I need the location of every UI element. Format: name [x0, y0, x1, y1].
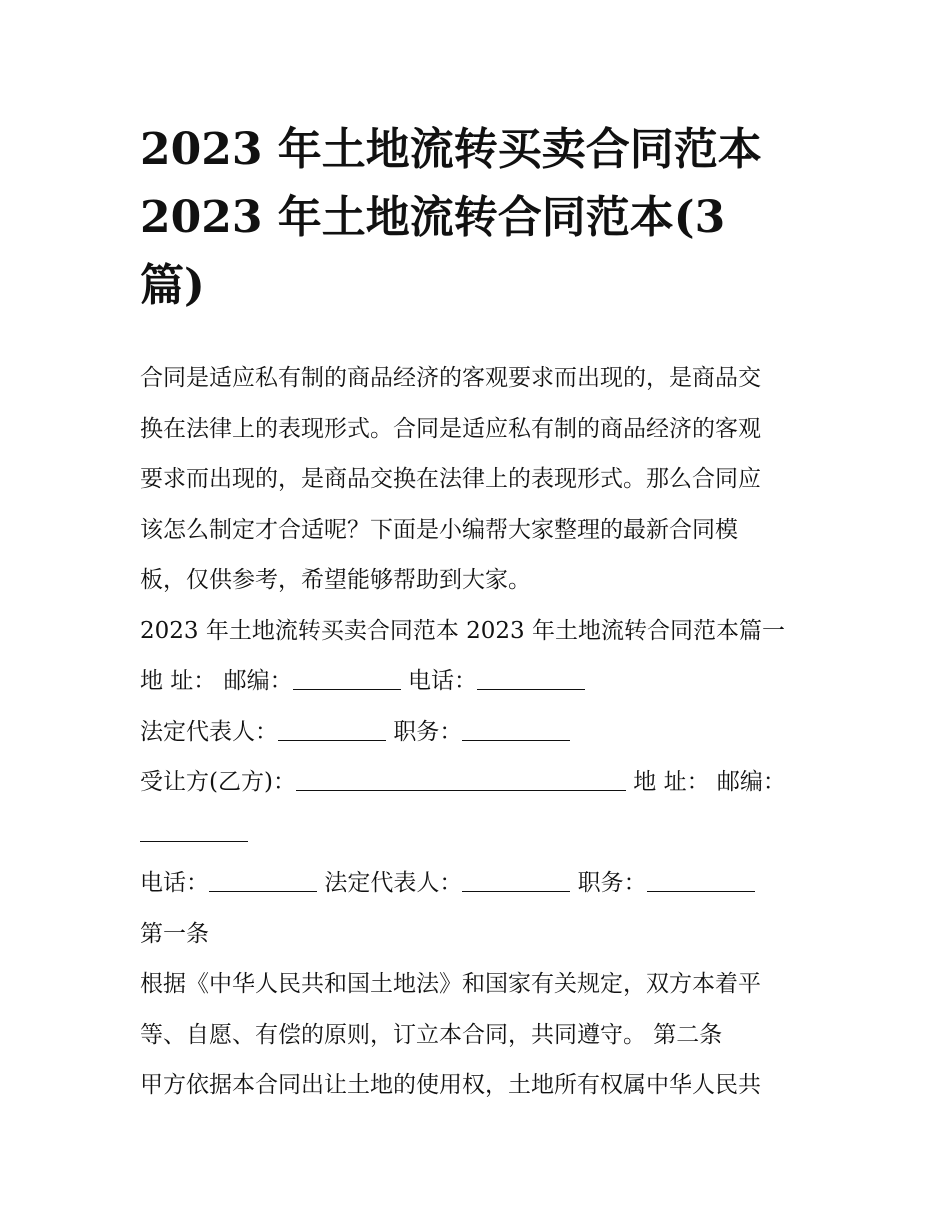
- transferee-phone-blank: [209, 861, 317, 892]
- section-heading: 2023 年土地流转买卖合同范本 2023 年土地流转合同范本篇一: [140, 617, 785, 644]
- phone-blank: [477, 659, 585, 690]
- transferee-position-label: 职务：: [577, 870, 647, 896]
- legal-rep-label: 法定代表人：: [140, 718, 278, 745]
- title-line-2: 2023 年土地流转合同范本(3: [140, 192, 726, 243]
- document-title: [140, 116, 820, 320]
- postcode-label: 邮编：: [223, 668, 293, 694]
- phone-label: 电话：: [407, 668, 477, 694]
- form-line-postcode-blank: [140, 808, 820, 859]
- transferee-position-blank: [647, 861, 755, 892]
- title-line-1: 2023 年土地流转买卖合同范本: [140, 124, 762, 175]
- legal-rep-blank: [278, 710, 386, 741]
- transferee-postcode-label: 邮编：: [716, 769, 786, 795]
- intro-line-4: 该怎么制定才合适呢？下面是小编帮大家整理的最新合同模: [140, 516, 738, 543]
- position-blank: [462, 710, 570, 741]
- transferee-address-label: 地 址：: [633, 769, 710, 795]
- address-label: 地 址：: [140, 668, 217, 694]
- form-line-phone: [140, 858, 820, 909]
- intro-line-1: 合同是适应私有制的商品经济的客观要求而出现的，是商品交: [140, 365, 761, 391]
- form-line-transferee: [140, 757, 820, 808]
- transferee-phone-label: 电话：: [140, 870, 209, 896]
- article-1-line-3: 甲方依据本合同出让土地的使用权，土地所有权属中华人民共: [140, 1072, 761, 1098]
- intro-line-5: 板，仅供参考，希望能够帮助到大家。: [140, 567, 531, 593]
- intro-line-3: 要求而出现的，是商品交换在法律上的表现形式。那么合同应: [140, 466, 761, 492]
- transferee-label: 受让方(乙方)：: [140, 769, 296, 795]
- form-line-legal-rep: [140, 707, 820, 758]
- document-body: [140, 353, 820, 1111]
- article-1-heading: 第一条: [140, 920, 209, 947]
- article-1-line-1: 根据《中华人民共和国土地法》和国家有关规定，双方本着平: [140, 971, 761, 997]
- transferee-postcode-blank: [140, 811, 248, 842]
- article-1-line-2: 等、自愿、有偿的原则，订立本合同，共同遵守。 第二条: [140, 1021, 723, 1048]
- transferee-legal-rep-label: 法定代表人：: [324, 870, 463, 896]
- transferee-legal-rep-blank: [462, 861, 570, 892]
- title-line-3: 篇): [140, 260, 205, 311]
- transferee-blank: [296, 760, 626, 791]
- intro-line-2: 换在法律上的表现形式。合同是适应私有制的商品经济的客观: [140, 415, 761, 442]
- position-label: 职务：: [393, 718, 463, 745]
- postcode-blank: [293, 659, 401, 690]
- form-line-address: [140, 656, 820, 707]
